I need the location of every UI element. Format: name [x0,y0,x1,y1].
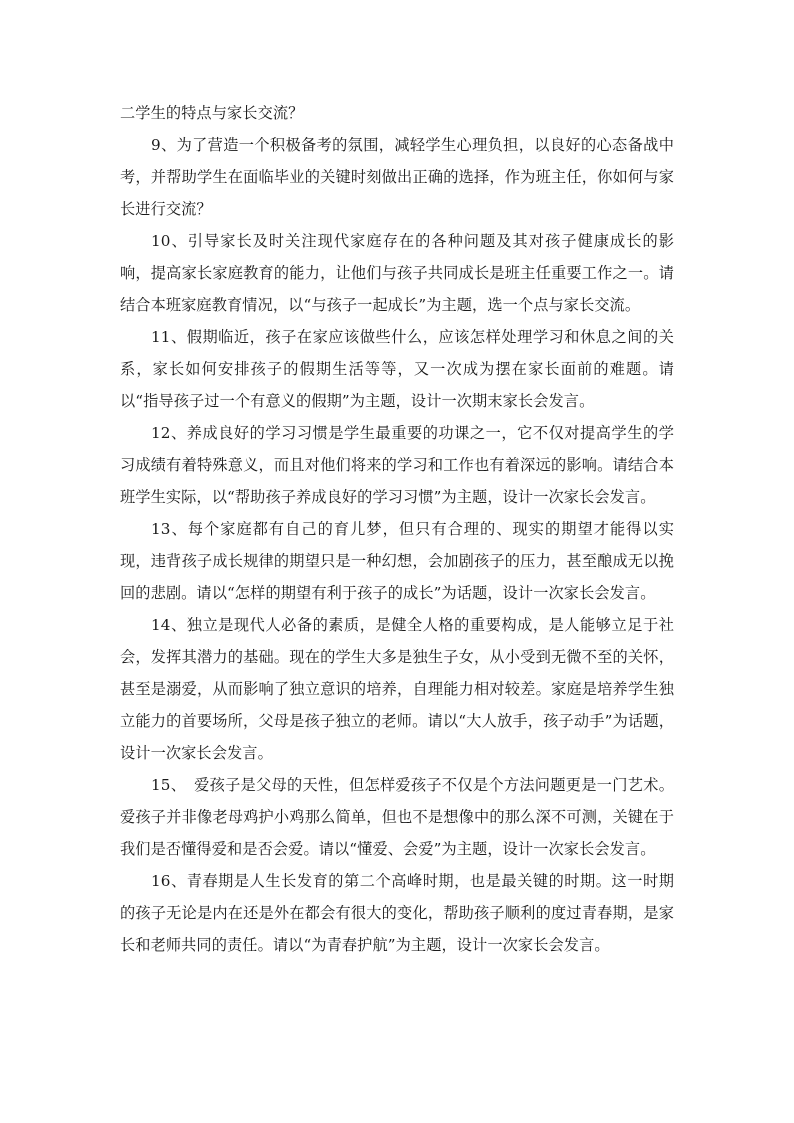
paragraph-item-12: 12、养成良好的学习习惯是学生最重要的功课之一，它不仅对提高学生的学习成绩有着特殊意义，而且对他们将来的学习和工作也有着深远的影响。请结合本班学生实际，以“帮助孩子养成良好的学习习惯”为主题，设计一次家长会发言。 [120,424,674,506]
paragraph-item-13: 13、每个家庭都有自己的育儿梦，但只有合理的、现实的期望才能得以实现，违背孩子成长规律的期望只是一种幻想，会加剧孩子的压力，甚至酿成无以挽回的悲剧。请以“怎样的期望有利于孩子的成长”为话题，设计一次家长会发言。 [120,520,674,602]
paragraph-item-9: 9、为了营造一个积极备考的氛围，减轻学生心理负担，以良好的心态备战中考，并帮助学生在面临毕业的关键时刻做出正确的选择，作为班主任，你如何与家长进行交流？ [120,136,674,218]
paragraph-item-15: 15、 爱孩子是父母的天性，但怎样爱孩子不仅是个方法问题更是一门艺术。爱孩子并非像老母鸡护小鸡那么简单，但也不是想像中的那么深不可测，关键在于我们是否懂得爱和是否会爱。请以“懂爱、会爱”为主题，设计一次家长会发言。 [120,776,674,858]
paragraph-item-14: 14、独立是现代人必备的素质，是健全人格的重要构成，是人能够立足于社会，发挥其潜力的基础。现在的学生大多是独生子女，从小受到无微不至的关怀，甚至是溺爱，从而影响了独立意识的培养，自理能力相对较差。家庭是培养学生独立能力的首要场所，父母是孩子独立的老师。请以“大人放手，孩子动手”为话题，设计一次家长会发言。 [120,616,674,762]
paragraph-continuation: 二学生的特点与家长交流？ [120,104,304,122]
paragraph-item-16: 16、青春期是人生长发育的第二个高峰时期，也是最关键的时期。这一时期的孩子无论是内在还是外在都会有很大的变化，帮助孩子顺利的度过青春期，是家长和老师共同的责任。请以“为青春护航”为主题，设计一次家长会发言。 [120,872,674,954]
paragraph-item-10: 10、引导家长及时关注现代家庭存在的各种问题及其对孩子健康成长的影响，提高家长家庭教育的能力，让他们与孩子共同成长是班主任重要工作之一。请结合本班家庭教育情况，以“与孩子一起成长”为主题，选一个点与家长交流。 [120,232,674,314]
paragraph-item-11: 11、假期临近，孩子在家应该做些什么，应该怎样处理学习和休息之间的关系，家长如何安排孩子的假期生活等等，又一次成为摆在家长面前的难题。请以“指导孩子过一个有意义的假期”为主题，设计一次期末家长会发言。 [120,328,674,410]
